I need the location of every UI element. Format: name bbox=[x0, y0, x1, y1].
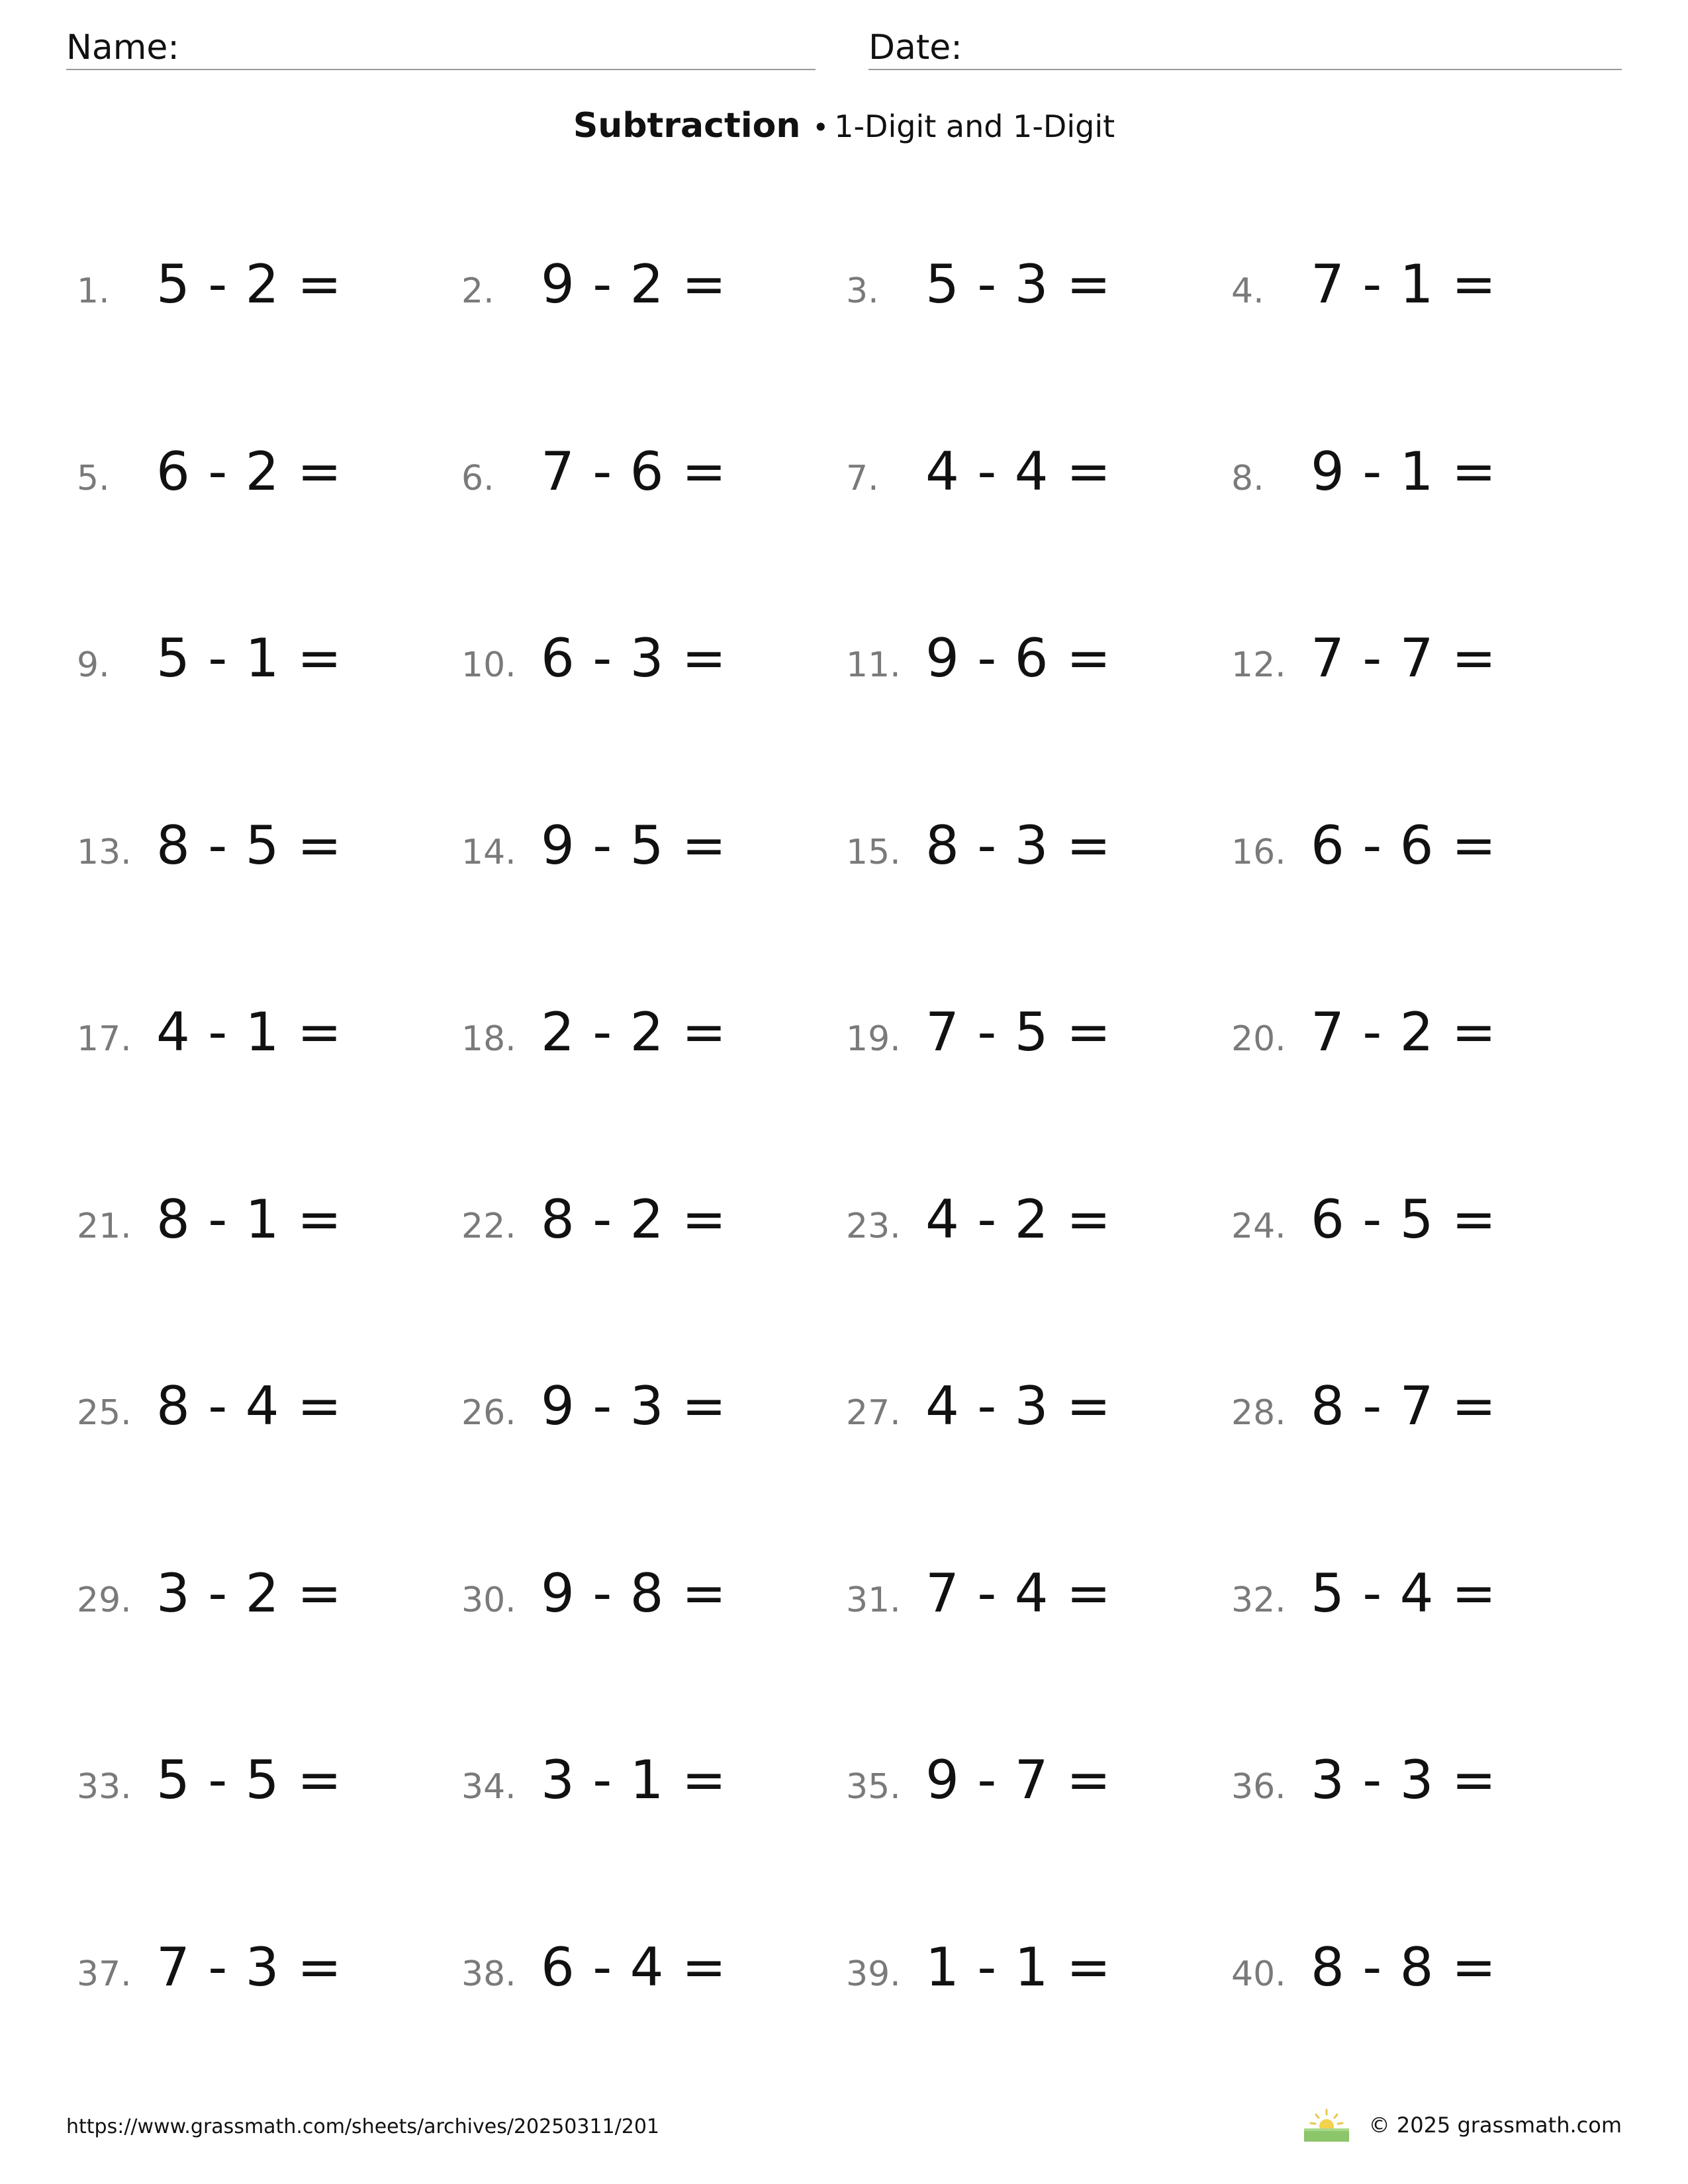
problem-item bbox=[1231, 625, 1602, 698]
problem-expression: 6 - 4 = bbox=[541, 1936, 727, 1998]
problem-expression: 5 - 2 = bbox=[156, 253, 342, 315]
title-subtitle: 1-Digit and 1-Digit bbox=[834, 109, 1115, 144]
problem-number: 38. bbox=[461, 1954, 516, 1994]
problem-item bbox=[461, 1187, 832, 1259]
problem-expression: 8 - 3 = bbox=[925, 814, 1111, 876]
problem-item bbox=[461, 1934, 832, 2007]
problem-expression: 2 - 2 = bbox=[541, 1001, 727, 1063]
problem-number: 40. bbox=[1231, 1954, 1286, 1994]
problem-expression: 9 - 6 = bbox=[925, 627, 1111, 689]
problem-number: 23. bbox=[846, 1206, 901, 1246]
problem-number: 11. bbox=[846, 645, 901, 685]
problem-expression: 9 - 3 = bbox=[541, 1375, 727, 1437]
problem-expression: 6 - 3 = bbox=[541, 627, 727, 689]
problem-item bbox=[77, 251, 447, 324]
problem-item bbox=[1231, 251, 1602, 324]
problem-number: 32. bbox=[1231, 1580, 1286, 1620]
problem-item bbox=[846, 813, 1217, 886]
problem-expression: 7 - 1 = bbox=[1311, 253, 1497, 315]
problem-expression: 3 - 1 = bbox=[541, 1749, 727, 1811]
problem-item bbox=[846, 1747, 1217, 1820]
problem-number: 29. bbox=[77, 1580, 132, 1620]
problem-item bbox=[1231, 999, 1602, 1072]
problem-number: 19. bbox=[846, 1019, 901, 1059]
problem-item bbox=[1231, 439, 1602, 512]
problem-item bbox=[77, 1561, 447, 1633]
problem-expression: 9 - 2 = bbox=[541, 253, 727, 315]
problem-item bbox=[1231, 1373, 1602, 1446]
sun-over-grass-icon bbox=[1303, 2109, 1350, 2142]
problem-number: 24. bbox=[1231, 1206, 1286, 1246]
problem-expression: 5 - 5 = bbox=[156, 1749, 342, 1811]
problem-number: 2. bbox=[461, 271, 494, 311]
problem-item bbox=[461, 439, 832, 512]
problem-expression: 7 - 7 = bbox=[1311, 627, 1497, 689]
problem-number: 37. bbox=[77, 1954, 132, 1994]
problem-expression: 8 - 1 = bbox=[156, 1188, 342, 1250]
problem-number: 15. bbox=[846, 832, 901, 872]
problem-expression: 6 - 5 = bbox=[1311, 1188, 1497, 1250]
problem-number: 28. bbox=[1231, 1393, 1286, 1433]
problem-item bbox=[1231, 1187, 1602, 1259]
problem-expression: 5 - 3 = bbox=[925, 253, 1111, 315]
problem-item bbox=[77, 1934, 447, 2007]
problem-number: 21. bbox=[77, 1206, 132, 1246]
title-separator: • bbox=[812, 111, 829, 144]
problem-number: 20. bbox=[1231, 1019, 1286, 1059]
problem-number: 27. bbox=[846, 1393, 901, 1433]
problem-item bbox=[846, 251, 1217, 324]
problem-item bbox=[1231, 1561, 1602, 1633]
problem-expression: 1 - 1 = bbox=[925, 1936, 1111, 1998]
problem-expression: 9 - 7 = bbox=[925, 1749, 1111, 1811]
problem-expression: 6 - 6 = bbox=[1311, 814, 1497, 876]
date-label: Date: bbox=[868, 28, 962, 68]
problem-number: 39. bbox=[846, 1954, 901, 1994]
problem-item bbox=[1231, 1934, 1602, 2007]
footer-url: https://www.grassmath.com/sheets/archives/20250311/201 bbox=[66, 2115, 660, 2138]
problem-expression: 9 - 1 = bbox=[1311, 440, 1497, 502]
problem-item bbox=[77, 1187, 447, 1259]
problem-number: 5. bbox=[77, 458, 110, 498]
problem-item bbox=[461, 1373, 832, 1446]
problem-item bbox=[846, 1934, 1217, 2007]
problem-number: 35. bbox=[846, 1767, 901, 1807]
problem-expression: 3 - 3 = bbox=[1311, 1749, 1497, 1811]
problem-number: 25. bbox=[77, 1393, 132, 1433]
name-label: Name: bbox=[66, 28, 179, 68]
problem-item bbox=[77, 1373, 447, 1446]
problem-number: 9. bbox=[77, 645, 110, 685]
problem-number: 1. bbox=[77, 271, 110, 311]
problem-number: 12. bbox=[1231, 645, 1286, 685]
problem-expression: 7 - 6 = bbox=[541, 440, 727, 502]
problem-expression: 5 - 4 = bbox=[1311, 1562, 1497, 1624]
problem-expression: 4 - 3 = bbox=[925, 1375, 1111, 1437]
problem-item bbox=[846, 999, 1217, 1072]
footer-brand bbox=[1303, 2109, 1622, 2142]
problem-number: 4. bbox=[1231, 271, 1264, 311]
problem-expression: 9 - 8 = bbox=[541, 1562, 727, 1624]
problem-expression: 7 - 5 = bbox=[925, 1001, 1111, 1063]
problem-expression: 9 - 5 = bbox=[541, 814, 727, 876]
problem-item bbox=[846, 1373, 1217, 1446]
problem-number: 31. bbox=[846, 1580, 901, 1620]
problem-number: 16. bbox=[1231, 832, 1286, 872]
problem-expression: 8 - 8 = bbox=[1311, 1936, 1497, 1998]
problem-item bbox=[846, 625, 1217, 698]
problem-item bbox=[1231, 813, 1602, 886]
problem-item bbox=[77, 813, 447, 886]
problem-expression: 8 - 2 = bbox=[541, 1188, 727, 1250]
problem-number: 18. bbox=[461, 1019, 516, 1059]
problem-item bbox=[77, 1747, 447, 1820]
problem-number: 8. bbox=[1231, 458, 1264, 498]
problem-number: 10. bbox=[461, 645, 516, 685]
problem-number: 17. bbox=[77, 1019, 132, 1059]
problem-expression: 7 - 3 = bbox=[156, 1936, 342, 1998]
title-main: Subtraction bbox=[573, 106, 801, 146]
problem-item bbox=[461, 999, 832, 1072]
problem-item bbox=[77, 439, 447, 512]
problem-number: 22. bbox=[461, 1206, 516, 1246]
problem-number: 34. bbox=[461, 1767, 516, 1807]
problem-number: 13. bbox=[77, 832, 132, 872]
problem-number: 26. bbox=[461, 1393, 516, 1433]
problem-number: 33. bbox=[77, 1767, 132, 1807]
problem-number: 36. bbox=[1231, 1767, 1286, 1807]
problem-expression: 6 - 2 = bbox=[156, 440, 342, 502]
copyright-text: © 2025 grassmath.com bbox=[1368, 2113, 1622, 2138]
problem-item bbox=[846, 439, 1217, 512]
problem-expression: 7 - 2 = bbox=[1311, 1001, 1497, 1063]
problem-item bbox=[461, 251, 832, 324]
problem-number: 6. bbox=[461, 458, 494, 498]
problem-expression: 7 - 4 = bbox=[925, 1562, 1111, 1624]
problem-expression: 8 - 4 = bbox=[156, 1375, 342, 1437]
problem-number: 14. bbox=[461, 832, 516, 872]
problem-expression: 4 - 4 = bbox=[925, 440, 1111, 502]
problem-item bbox=[77, 625, 447, 698]
problem-item bbox=[1231, 1747, 1602, 1820]
problem-number: 30. bbox=[461, 1580, 516, 1620]
problem-expression: 8 - 5 = bbox=[156, 814, 342, 876]
problem-item bbox=[461, 1561, 832, 1633]
problem-item bbox=[461, 813, 832, 886]
problem-expression: 3 - 2 = bbox=[156, 1562, 342, 1624]
problem-number: 3. bbox=[846, 271, 879, 311]
problem-item bbox=[461, 625, 832, 698]
problem-item bbox=[846, 1187, 1217, 1259]
problem-expression: 4 - 2 = bbox=[925, 1188, 1111, 1250]
problem-item bbox=[846, 1561, 1217, 1633]
problem-expression: 4 - 1 = bbox=[156, 1001, 342, 1063]
problem-number: 7. bbox=[846, 458, 879, 498]
problem-expression: 5 - 1 = bbox=[156, 627, 342, 689]
problem-item bbox=[77, 999, 447, 1072]
problem-item bbox=[461, 1747, 832, 1820]
problem-expression: 8 - 7 = bbox=[1311, 1375, 1497, 1437]
